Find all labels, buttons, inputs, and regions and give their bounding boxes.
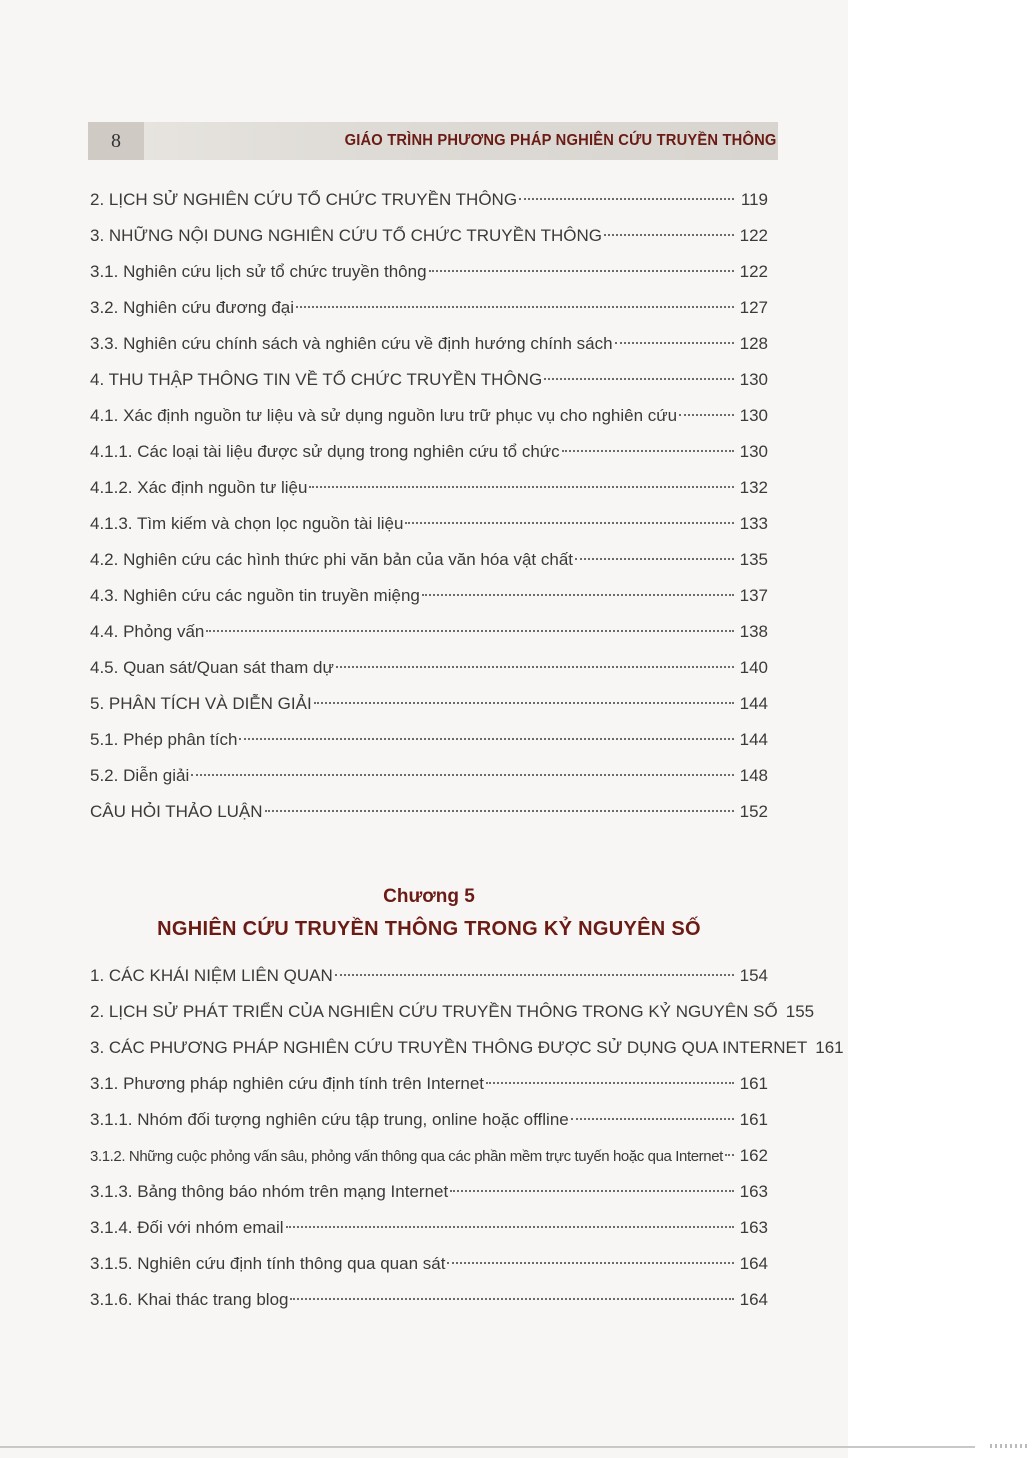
toc-entry-page: 130 [739, 442, 768, 461]
toc-entry [90, 290, 768, 326]
toc-entry-label: 3.1.6. Khai thác trang blog [90, 1290, 289, 1309]
toc-entry-page: 132 [739, 478, 768, 497]
toc-entry-page: 161 [739, 1110, 768, 1129]
toc-entry [90, 542, 768, 578]
toc-leader-dots [562, 449, 734, 452]
bottom-rule [0, 1446, 975, 1448]
toc-leader-dots [191, 773, 733, 776]
toc-leader-dots [571, 1117, 734, 1120]
toc-entry [90, 1282, 768, 1318]
toc-leader-dots [286, 1225, 734, 1228]
toc-entry [90, 398, 768, 434]
toc-leader-dots [296, 305, 734, 308]
toc-entry [90, 1174, 768, 1210]
toc-entry-page: 161 [739, 1074, 768, 1093]
toc-leader-dots [604, 233, 734, 236]
toc-entry-page: 122 [739, 226, 768, 245]
toc-entry-label: 3.1.3. Bảng thông báo nhóm trên mạng Internet [90, 1182, 449, 1201]
toc-entry-label: 4. THU THẬP THÔNG TIN VỀ TỔ CHỨC TRUYỀN THÔNG [90, 370, 543, 389]
toc-leader-dots [519, 197, 734, 200]
toc-leader-dots [309, 485, 733, 488]
toc-entry-label: 3.1.4. Đối với nhóm email [90, 1218, 284, 1237]
toc-leader-dots [239, 737, 733, 740]
toc-entry-page: 133 [739, 514, 768, 533]
toc-leader-dots [314, 701, 734, 704]
toc-entry-label: 3.1. Phương pháp nghiên cứu định tính trên Internet [90, 1074, 485, 1093]
toc-entry-page: 128 [739, 334, 768, 353]
toc-entry-label: 2. LỊCH SỬ NGHIÊN CỨU TỔ CHỨC TRUYỀN THÔNG [90, 190, 518, 209]
toc-entry [90, 758, 768, 794]
toc-entry-label: 3. CÁC PHƯƠNG PHÁP NGHIÊN CỨU TRUYỀN THÔNG ĐƯỢC SỬ DỤNG QUA INTERNET [90, 1038, 808, 1057]
toc-entry-label: 4.2. Nghiên cứu các hình thức phi văn bản của văn hóa vật chất [90, 550, 574, 569]
toc-entry-page: 162 [739, 1146, 768, 1165]
toc-entry-page: 138 [739, 622, 768, 641]
chapter-title: NGHIÊN CỨU TRUYỀN THÔNG TRONG KỶ NGUYÊN SỐ [157, 918, 701, 940]
toc-entry-page: 155 [785, 1002, 815, 1021]
toc-entry-label: 3. NHỮNG NỘI DUNG NGHIÊN CỨU TỔ CHỨC TRUYỀN THÔNG [90, 226, 603, 245]
toc-entry [90, 722, 768, 758]
page-number: 8 [88, 122, 144, 160]
toc-entry [90, 994, 815, 1030]
toc-entry-label: 5.1. Phép phân tích [90, 730, 238, 749]
toc-entry [90, 794, 768, 830]
toc-entry-page: 144 [739, 694, 768, 713]
toc-leader-dots [679, 413, 734, 416]
toc-entry [90, 254, 768, 290]
toc-leader-dots [290, 1297, 733, 1300]
toc-entry [90, 1030, 844, 1066]
toc-leader-dots [336, 665, 734, 668]
toc-leader-dots [405, 521, 733, 524]
toc-entry [90, 1210, 768, 1246]
toc-section-bottom [90, 958, 844, 1318]
toc-entry [90, 1102, 768, 1138]
toc-leader-dots [265, 809, 734, 812]
bottom-dots [990, 1444, 1030, 1448]
toc-entry [90, 650, 768, 686]
toc-entry-label: CÂU HỎI THẢO LUẬN [90, 802, 263, 821]
toc-entry [90, 1066, 768, 1102]
toc-entry-page: 152 [739, 802, 768, 821]
toc-entry [90, 1138, 768, 1174]
toc-entry [90, 362, 768, 398]
toc-entry-page: 163 [739, 1182, 768, 1201]
toc-leader-dots [422, 593, 734, 596]
running-header-title: GIÁO TRÌNH PHƯƠNG PHÁP NGHIÊN CỨU TRUYỀN THÔNG [344, 132, 777, 149]
toc-entry-label: 5.2. Diễn giải [90, 766, 190, 785]
toc-leader-dots [335, 973, 734, 976]
toc-entry-label: 3.1.2. Những cuộc phỏng vấn sâu, phỏng vấn thông qua các phần mềm trực tuyến hoặc qua Internet [90, 1148, 723, 1165]
toc-leader-dots [725, 1153, 734, 1156]
toc-entry-label: 3.2. Nghiên cứu đương đại [90, 298, 295, 317]
toc-entry-label: 4.4. Phỏng vấn [90, 622, 205, 641]
toc-entry-label: 4.3. Nghiên cứu các nguồn tin truyền miệng [90, 586, 420, 605]
toc-entry-label: 3.1.1. Nhóm đối tượng nghiên cứu tập trung, online hoặc offline [90, 1110, 569, 1129]
toc-entry-label: 3.1.5. Nghiên cứu định tính thông qua quan sát [90, 1254, 446, 1273]
toc-entry-label: 3.1. Nghiên cứu lịch sử tổ chức truyền thông [90, 262, 427, 281]
scan-margin [848, 0, 1033, 1458]
toc-entry-page: 137 [739, 586, 768, 605]
toc-entry [90, 686, 768, 722]
toc-leader-dots [575, 557, 734, 560]
toc-entry-label: 4.1.2. Xác định nguồn tư liệu [90, 478, 308, 497]
toc-entry-label: 5. PHÂN TÍCH VÀ DIỄN GIẢI [90, 694, 312, 713]
toc-entry-page: 154 [739, 966, 768, 985]
toc-entry [90, 1246, 768, 1282]
toc-entry-page: 119 [740, 190, 768, 209]
toc-entry-label: 3.3. Nghiên cứu chính sách và nghiên cứu về định hướng chính sách [90, 334, 613, 353]
toc-entry-page: 148 [739, 766, 768, 785]
toc-leader-dots [429, 269, 734, 272]
toc-entry [90, 218, 768, 254]
toc-entry-label: 4.1. Xác định nguồn tư liệu và sử dụng nguồn lưu trữ phục vụ cho nghiên cứu [90, 406, 678, 425]
toc-entry-page: 163 [739, 1218, 768, 1237]
toc-leader-dots [544, 377, 733, 380]
toc-entry-label: 4.5. Quan sát/Quan sát tham dự [90, 658, 334, 677]
toc-leader-dots [486, 1081, 734, 1084]
toc-leader-dots [206, 629, 733, 632]
toc-entry-page: 135 [739, 550, 768, 569]
toc-entry-page: 127 [739, 298, 768, 317]
toc-entry-page: 164 [739, 1254, 768, 1273]
toc-entry-page: 140 [739, 658, 768, 677]
toc-section-top [90, 182, 768, 830]
toc-entry [90, 182, 768, 218]
toc-leader-dots [447, 1261, 733, 1264]
toc-entry-label: 4.1.3. Tìm kiếm và chọn lọc nguồn tài liệu [90, 514, 404, 533]
toc-entry-page: 144 [739, 730, 768, 749]
toc-entry-page: 164 [739, 1290, 768, 1309]
toc-entry [90, 326, 768, 362]
toc-entry [90, 578, 768, 614]
toc-entry-label: 4.1.1. Các loại tài liệu được sử dụng trong nghiên cứu tổ chức [90, 442, 560, 461]
toc-entry [90, 434, 768, 470]
toc-leader-dots [615, 341, 734, 344]
toc-entry [90, 614, 768, 650]
toc-entry-page: 122 [739, 262, 768, 281]
toc-entry-page: 161 [815, 1038, 844, 1057]
toc-leader-dots [450, 1189, 733, 1192]
toc-entry [90, 470, 768, 506]
chapter-number: Chương 5 [383, 886, 475, 907]
toc-entry-label: 2. LỊCH SỬ PHÁT TRIỂN CỦA NGHIÊN CỨU TRUYỀN THÔNG TRONG KỶ NGUYÊN SỐ [90, 1002, 778, 1021]
toc-entry-page: 130 [739, 406, 768, 425]
toc-entry [90, 506, 768, 542]
toc-entry-page: 130 [739, 370, 768, 389]
toc-entry-label: 1. CÁC KHÁI NIỆM LIÊN QUAN [90, 966, 333, 985]
toc-entry [90, 958, 768, 994]
